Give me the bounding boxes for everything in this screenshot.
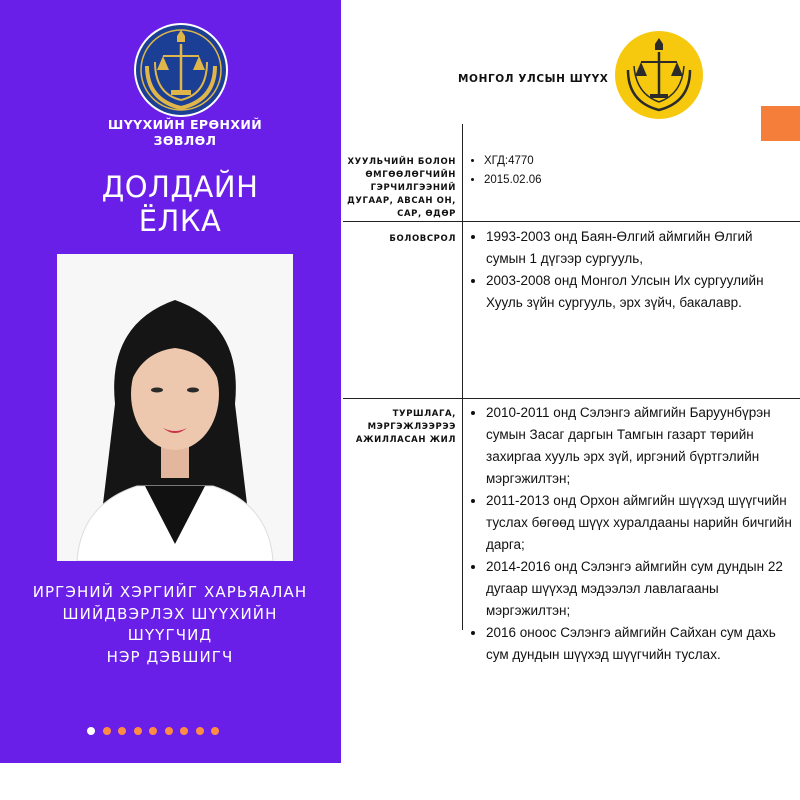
council-name-line: ШҮҮХИЙН ЕРӨНХИЙ — [107, 117, 263, 132]
profile-panel — [0, 0, 341, 763]
label-line: ДУГААР, АВСАН ОН, — [347, 196, 456, 206]
list-item: 2014-2016 онд Сэлэнгэ аймгийн сум дундын 22 дугаар шүүхэд мэдээлэл лавлагааны мэргэжилтэн; — [470, 556, 798, 622]
carousel-dot[interactable] — [211, 727, 219, 735]
candidate-surname: ДОЛДАЙН — [101, 170, 259, 204]
list-item: 1993-2003 онд Баян-Өлгий аймгийн Өлгий сумын 1 дүгээр сургууль, — [470, 226, 795, 270]
carousel-dot[interactable] — [180, 727, 188, 735]
experience-label — [336, 408, 456, 447]
carousel-dot[interactable] — [149, 727, 157, 735]
council-name — [100, 117, 270, 149]
column-divider — [462, 221, 463, 398]
label-line: АЖИЛЛАСАН ЖИЛ — [355, 435, 456, 445]
education-list — [470, 226, 795, 314]
list-item: ХГД:4770 — [470, 152, 790, 171]
council-name-line: ЗӨВЛӨЛ — [153, 133, 217, 148]
caption-line: ШИЙДВЭРЛЭХ ШҮҮХИЙН ШҮҮГЧИД — [62, 604, 278, 644]
carousel-dot[interactable] — [134, 727, 142, 735]
list-item: 2016 оноос Сэлэнгэ аймгийн Сайхан сум дахь сум дундын шүүхэд шүүгчийн туслах. — [470, 622, 798, 666]
education-label — [336, 233, 456, 246]
label-line: МЭРГЭЖЛЭЭРЭЭ — [367, 422, 456, 432]
caption-line: НЭР ДЭВШИГЧ — [106, 647, 234, 666]
list-item: 2003-2008 онд Монгол Улсын Их сургуулийн Хууль зүйн сургууль, эрх зүйч, бакалавр. — [470, 270, 795, 314]
label-line: БОЛОВСРОЛ — [389, 234, 456, 244]
label-line: ХУУЛЬЧИЙН БОЛОН — [347, 157, 456, 167]
list-item: 2015.02.06 — [470, 171, 790, 190]
nomination-caption — [20, 582, 320, 668]
column-divider — [462, 124, 463, 221]
label-line: ГЭРЧИЛГЭЭНИЙ — [370, 183, 456, 193]
list-item: 2010-2011 онд Сэлэнгэ аймгийн Баруунбүрэн сумын Засаг даргын Тамгын газарт төрийн захиргаа хууль эрх зүй, иргэний бүртгэлийн мэргэжилтэн; — [470, 402, 798, 490]
carousel-dot[interactable] — [118, 727, 126, 735]
row-divider — [343, 398, 800, 399]
carousel-dot[interactable] — [165, 727, 173, 735]
label-line: САР, ӨДӨР — [397, 209, 456, 219]
experience-list — [470, 402, 798, 666]
council-logo-icon — [133, 22, 229, 118]
label-line: ТУРШЛАГА, — [392, 409, 456, 419]
column-divider — [462, 398, 463, 630]
label-line: ӨМГӨӨЛӨГЧИЙН — [365, 170, 456, 180]
appointment-label — [336, 156, 456, 221]
carousel-dot-active[interactable] — [87, 727, 95, 735]
portrait-image — [57, 254, 293, 561]
court-emblem-icon — [614, 30, 704, 120]
candidate-name — [50, 170, 310, 238]
carousel-dots — [87, 727, 219, 735]
accent-block — [761, 106, 800, 141]
appointment-list — [470, 152, 790, 189]
candidate-given-name: ЁЛКА — [138, 204, 222, 238]
caption-line: ИРГЭНИЙ ХЭРГИЙГ ХАРЬЯАЛАН — [32, 583, 308, 601]
row-divider — [343, 221, 800, 222]
court-title: МОНГОЛ УЛСЫН ШҮҮХ — [458, 73, 609, 85]
carousel-dot[interactable] — [103, 727, 111, 735]
candidate-photo — [57, 254, 293, 561]
carousel-dot[interactable] — [196, 727, 204, 735]
list-item: 2011-2013 онд Орхон аймгийн шүүхэд шүүгчийн туслах бөгөөд шүүх хуралдааны нарийн бичгийн дарга; — [470, 490, 798, 556]
